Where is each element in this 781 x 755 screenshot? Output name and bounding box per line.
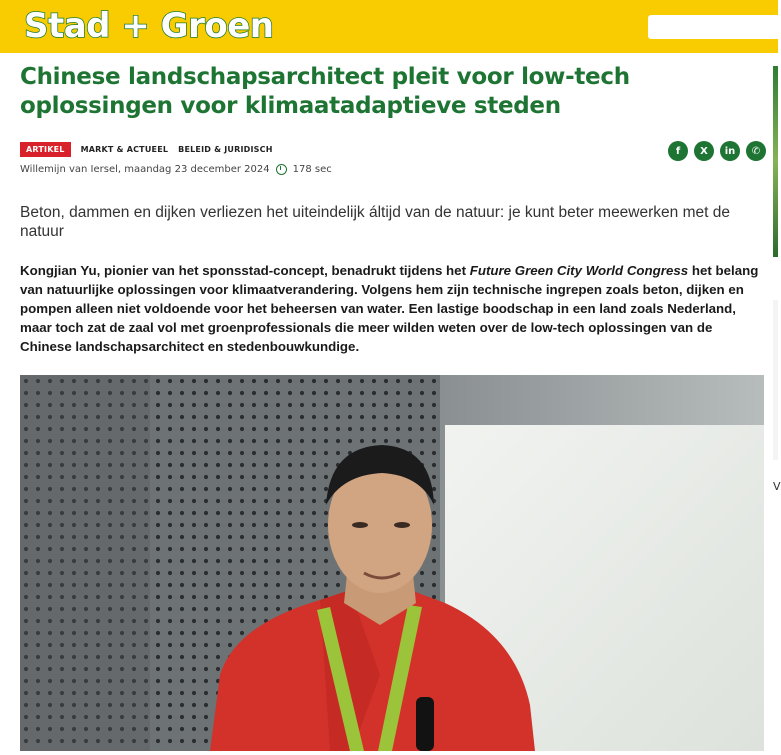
article-title: Chinese landschapsarchitect pleit voor low-tech oplossingen voor klimaatadaptieve steden xyxy=(20,64,630,119)
x-icon[interactable]: X xyxy=(694,141,714,161)
whatsapp-icon[interactable]: ✆ xyxy=(746,141,766,161)
author-date: Willemijn van Iersel, maandag 23 december 2024 xyxy=(20,164,270,175)
article-intro: Beton, dammen en dijken verliezen het uiteindelijk áltijd van de natuur: je kunt beter meewerken met de natuur xyxy=(20,204,730,240)
tag-markt-actueel[interactable]: MARKT & ACTUEEL xyxy=(80,145,169,154)
share-buttons xyxy=(668,141,766,161)
site-logo[interactable]: Stad + Groen xyxy=(24,6,274,46)
header-bar xyxy=(0,0,778,53)
sidebar-heading-fragment: V xyxy=(773,480,781,493)
tag-beleid-juridisch[interactable]: BELEID & JURIDISCH xyxy=(178,145,273,154)
read-time: 178 sec xyxy=(292,164,332,175)
article-tags xyxy=(20,142,273,157)
sidebar-panel xyxy=(773,300,778,460)
speaker-photo xyxy=(20,375,764,751)
article-lead: Kongjian Yu, pionier van het sponsstad-concept, benadrukt tijdens het Future Green City World Congress het belang van natuurlijke oplossingen voor klimaatverandering. Volgens hem zijn technische ingrepen zoals beton, dijken en pompen alleen niet voldoende voor het beheersen van water. Een lastige boodschap in een land zoals Nederland, maar toch zat de zaal vol met groenprofessionals die meer wilden weten over de low-tech oplossingen van de Chinese landschapsarchitect en stedenbouwkundige. xyxy=(20,263,759,354)
facebook-icon[interactable]: f xyxy=(668,141,688,161)
tag-artikel[interactable]: ARTIKEL xyxy=(20,142,71,157)
article-photo xyxy=(20,375,764,751)
linkedin-icon[interactable]: in xyxy=(720,141,740,161)
event-name: Future Green City World Congress xyxy=(469,263,689,278)
search-input[interactable] xyxy=(648,15,780,39)
sidebar-ad-image[interactable] xyxy=(773,66,778,257)
clock-icon xyxy=(276,164,287,175)
byline xyxy=(20,164,332,175)
